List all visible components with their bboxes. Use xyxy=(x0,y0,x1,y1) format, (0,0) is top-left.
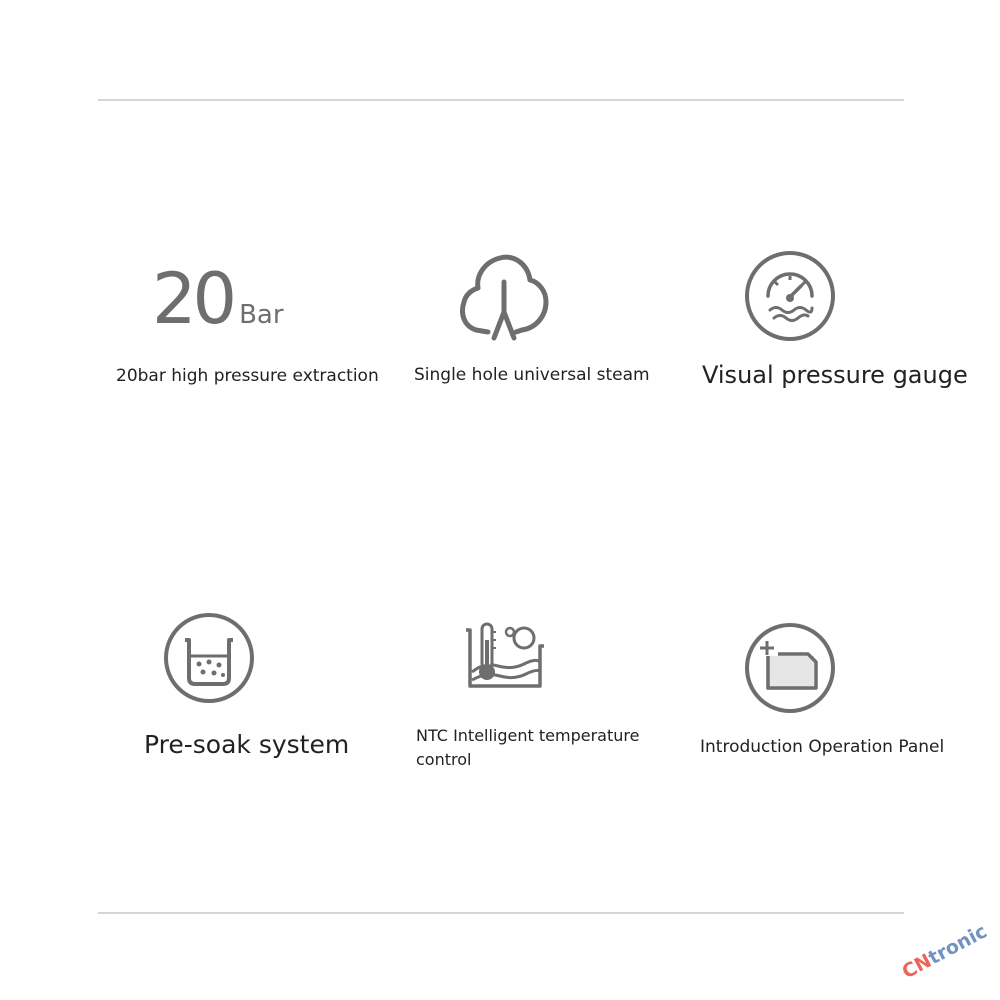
thermometer-icon xyxy=(464,622,546,694)
steam-cloud-icon xyxy=(458,252,550,342)
feature-label-ntc: NTC Intelligent temperature control xyxy=(416,726,640,769)
pressure-gauge-icon xyxy=(744,250,836,342)
feature-label-gauge: Visual pressure gauge xyxy=(702,361,968,389)
bottom-divider xyxy=(98,912,904,914)
operation-panel-icon xyxy=(744,622,836,714)
cntronic-watermark: CNtronic xyxy=(898,920,991,984)
feature-label-panel: Introduction Operation Panel xyxy=(700,737,945,757)
feature-label-steam: Single hole universal steam xyxy=(414,365,650,385)
20bar-icon: 20 Bar xyxy=(152,258,284,340)
top-divider xyxy=(98,99,904,101)
feature-label-presoak: Pre-soak system xyxy=(144,730,350,759)
feature-label-pressure: 20bar high pressure extraction xyxy=(116,366,379,386)
presoak-beaker-icon xyxy=(163,612,255,704)
